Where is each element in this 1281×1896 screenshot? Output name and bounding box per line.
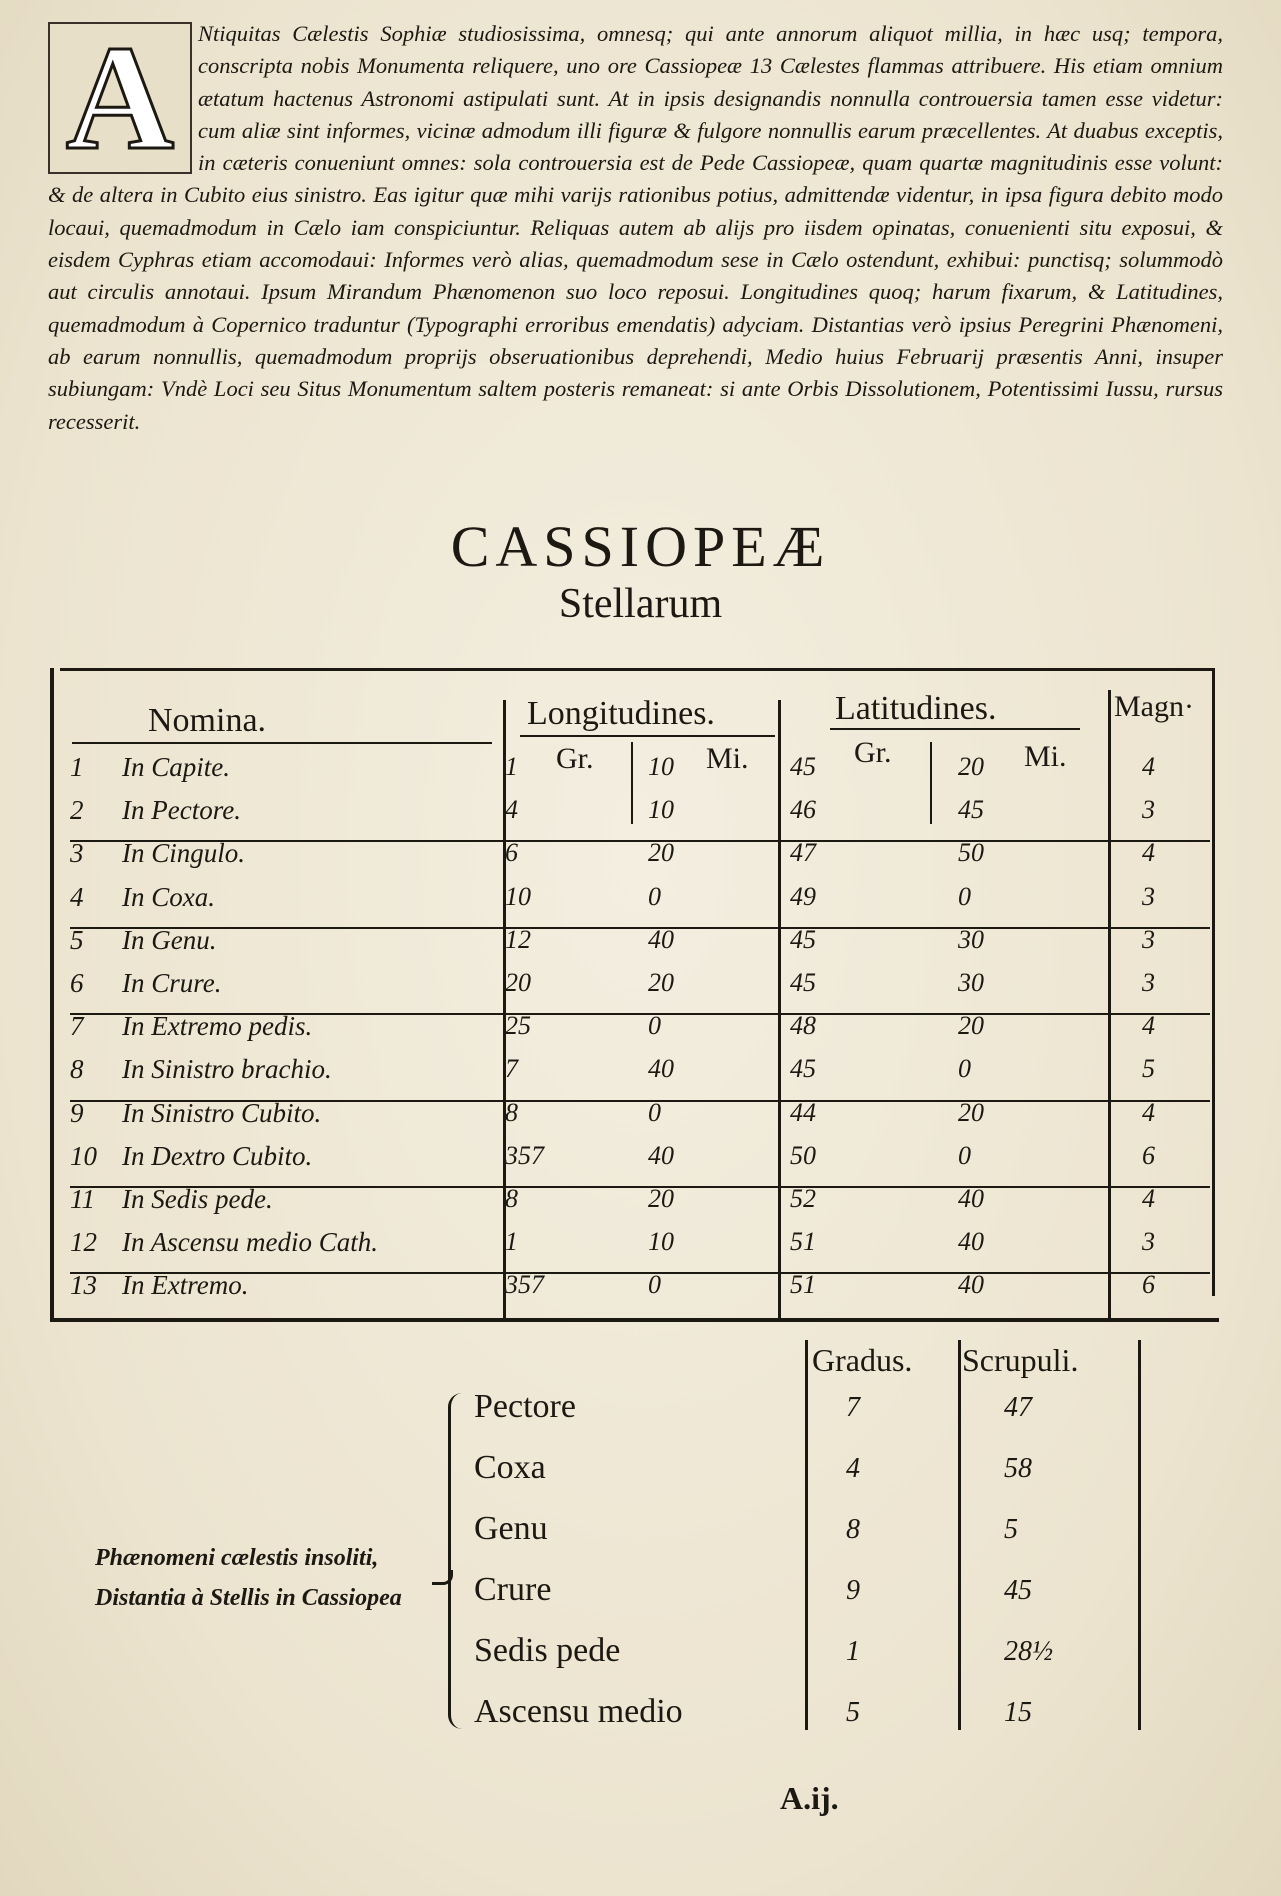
distance-degrees: 9 [846, 1575, 860, 1606]
magnitude: 4 [1142, 1184, 1155, 1213]
star-name: In Coxa. [122, 881, 215, 912]
page-subtitle: Stellarum [558, 581, 723, 627]
column-rule [503, 700, 506, 1318]
star-name: In Capite. [122, 752, 230, 782]
column-rule [1108, 690, 1111, 1318]
row-number: 10 [70, 1140, 97, 1171]
longitude-minutes: 40 [648, 924, 674, 954]
longitude-degrees: 1 [505, 752, 518, 781]
distance-minutes: 58 [1004, 1453, 1032, 1484]
row-number: 7 [70, 1011, 84, 1042]
star-name: In Extremo pedis. [122, 1011, 313, 1042]
longitude-degrees: 12 [505, 924, 531, 954]
star-location: Genu [474, 1510, 548, 1547]
latitude-degrees: 51 [790, 1227, 816, 1257]
latitude-degrees: 45 [790, 924, 816, 954]
longitude-degrees: 25 [505, 1011, 531, 1041]
star-name: In Sedis pede. [122, 1184, 273, 1214]
longitude-minutes: 40 [648, 1054, 674, 1084]
star-name: In Dextro Cubito. [122, 1140, 313, 1171]
longitude-degrees: 7 [505, 1054, 518, 1084]
distance-caption: Phænomeni cælestis insoliti, Distantia à Stellis in Cassiopea [95, 1545, 402, 1611]
latitude-degrees: 44 [790, 1097, 816, 1127]
header-rule [830, 728, 1080, 730]
bracket [448, 1393, 465, 1729]
star-location: Pectore [474, 1388, 576, 1425]
signature-mark: A.ij. [780, 1780, 839, 1816]
row-number: 4 [70, 881, 84, 912]
star-location: Sedis pede [474, 1632, 621, 1669]
distance-minutes: 47 [1004, 1392, 1032, 1423]
latitude-degrees: 46 [790, 795, 816, 825]
row-number: 8 [70, 1054, 84, 1085]
longitude-minutes: 20 [648, 968, 674, 997]
latitude-minutes: 20 [958, 1097, 984, 1127]
column-header-names: Nomina. [148, 702, 267, 739]
magnitude: 5 [1142, 1054, 1155, 1084]
latitude-minutes: 30 [958, 968, 984, 997]
latitude-degrees: 51 [790, 1270, 816, 1300]
longitude-degrees: 8 [505, 1097, 518, 1127]
star-name: In Cingulo. [122, 838, 246, 869]
distance-degrees: 4 [846, 1453, 860, 1484]
magnitude: 4 [1142, 1097, 1155, 1127]
intro-paragraph: Ntiquitas Cælestis Sophiæ studiosissima, omnesq; qui ante annorum aliquot millia, in hæc usq; tempora, conscripta nobis Monumenta reliquere, uno ore Cassiopeæ 13 Cælestes flammas attribuere. His etiam omnium ætatum hactenus Astronomi astipulati sunt. At in ipsis designandis nonnulla controuersia tamen esse videtur: cum aliæ sint informes, vicinæ admodum illi figuræ & fulgore nonnullis earum præcellentes. At duabus exceptis, in cæteris conueniunt omnes: sola controuersia est de Pede Cassiopeæ, quam quartæ magnitudinis esse volunt: & de altera in Cubito eius sinistro. Eas igitur quæ mihi varijs rationibus potius, admittendæ videntur, in ipsa figura debito modo locaui, quemadmodum in Cælo iam conspiciuntur. Reliquas autem ab alijs pro iisdem opinatas, conuenienti situ exposui, & eisdem Cyphras etiam accomodaui: Informes verò alias, quemadmodum sese in Cælo ostendunt, exhibui: punctisq; solummodò aut circulis annotaui. Ipsum Mirandum Phænomenon suo loco reposui. Longitudines quoq; harum fixarum, & Latitudines, quemadmodum à Copernico traduntur (Typographi erroribus emendatis) adyciam. Distantias verò ipsius Peregrini Phænomeni, ab earum nonnullis, quemadmodum proprijs obseruationibus deprehendi, Medio huius Februarij præsentis Anni, insuper subiungam: Vndè Loci seu Situs Monumentum saltem posteris remaneat: si ante Orbis Dissolutionem, Potentissimi Iussu, rursus recesserit. [48, 21, 1223, 434]
row-group-rule [70, 927, 1210, 929]
row-number: 1 [70, 752, 84, 782]
column-header-degrees: Gradus. [812, 1342, 913, 1378]
distance-degrees: 5 [846, 1697, 860, 1728]
magnitude: 3 [1142, 881, 1155, 911]
latitude-minutes: 40 [958, 1227, 984, 1257]
row-number: 3 [70, 838, 84, 869]
column-rule [805, 1340, 808, 1730]
longitude-degrees: 8 [505, 1184, 518, 1213]
column-rule [778, 700, 781, 1318]
row-number: 5 [70, 924, 84, 955]
table-top-rule [60, 668, 1215, 671]
magnitude: 4 [1142, 838, 1155, 868]
latitude-minutes: 40 [958, 1270, 984, 1300]
page-title: CASSIOPEÆ [450, 514, 831, 579]
column-header-magnitude: Magn· [1114, 690, 1194, 723]
column-rule [1138, 1340, 1141, 1730]
distance-degrees: 1 [846, 1636, 860, 1667]
magnitude: 4 [1142, 752, 1155, 781]
header-rule [72, 742, 492, 744]
distance-minutes: 15 [1004, 1697, 1032, 1728]
magnitude: 6 [1142, 1270, 1155, 1300]
longitude-degrees: 6 [505, 838, 518, 868]
initial-letter: A [65, 15, 175, 181]
row-number: 12 [70, 1227, 97, 1258]
magnitude: 4 [1142, 1011, 1155, 1041]
star-name: In Sinistro Cubito. [122, 1097, 322, 1128]
star-location: Ascensu medio [474, 1693, 683, 1730]
star-name: In Crure. [122, 968, 222, 998]
longitude-minutes-label: Mi. [706, 742, 749, 775]
column-header-longitude: Longitudines. [527, 695, 715, 732]
latitude-minutes: 30 [958, 924, 984, 954]
row-number: 2 [70, 795, 84, 826]
magnitude: 3 [1142, 924, 1155, 954]
latitude-minutes: 20 [958, 752, 984, 781]
column-header-minutes: Scrupuli. [962, 1342, 1079, 1378]
longitude-degrees: 1 [505, 1227, 518, 1257]
latitude-minutes: 0 [958, 1054, 971, 1084]
column-rule [958, 1340, 961, 1730]
distance-minutes: 45 [1004, 1575, 1032, 1606]
header-rule [520, 735, 775, 737]
magnitude: 3 [1142, 795, 1155, 825]
star-name: In Sinistro brachio. [122, 1054, 332, 1085]
latitude-degrees: 49 [790, 881, 816, 911]
star-name: In Ascensu medio Cath. [122, 1227, 378, 1258]
latitude-degrees: 45 [790, 752, 816, 781]
column-rule [930, 742, 932, 824]
distance-minutes: 28½ [1004, 1636, 1053, 1667]
row-number: 11 [70, 1184, 95, 1214]
longitude-minutes: 10 [648, 795, 674, 825]
magnitude: 3 [1142, 968, 1155, 997]
latitude-degrees: 48 [790, 1011, 816, 1041]
longitude-minutes: 10 [648, 752, 674, 781]
latitude-degrees: 50 [790, 1140, 816, 1170]
longitude-degrees: 4 [505, 795, 518, 825]
longitude-minutes: 20 [648, 838, 674, 868]
longitude-minutes: 0 [648, 881, 661, 911]
longitude-minutes: 10 [648, 1227, 674, 1257]
row-number: 9 [70, 1097, 84, 1128]
longitude-minutes: 0 [648, 1097, 661, 1127]
row-number: 13 [70, 1270, 97, 1301]
latitude-minutes: 0 [958, 1140, 971, 1170]
column-rule [631, 742, 633, 824]
column-header-latitude: Latitudines. [835, 690, 997, 727]
latitude-minutes: 20 [958, 1011, 984, 1041]
latitude-minutes: 50 [958, 838, 984, 868]
latitude-degrees: 45 [790, 968, 816, 997]
latitude-degrees-label: Gr. [854, 736, 892, 769]
longitude-minutes: 0 [648, 1011, 661, 1041]
latitude-degrees: 45 [790, 1054, 816, 1084]
magnitude: 6 [1142, 1140, 1155, 1170]
longitude-degrees-label: Gr. [556, 742, 594, 775]
longitude-degrees: 10 [505, 881, 531, 911]
star-name: In Genu. [122, 924, 217, 955]
decorated-initial [48, 15, 192, 181]
table-right-rule [1212, 668, 1215, 1296]
star-location: Crure [474, 1571, 552, 1608]
distance-minutes: 5 [1004, 1514, 1018, 1545]
longitude-minutes: 0 [648, 1270, 661, 1300]
star-name: In Pectore. [122, 795, 241, 826]
latitude-degrees: 47 [790, 838, 816, 868]
star-location: Coxa [474, 1449, 546, 1486]
distance-degrees: 8 [846, 1514, 860, 1545]
longitude-degrees: 357 [505, 1140, 544, 1170]
distance-degrees: 7 [846, 1392, 860, 1423]
row-number: 6 [70, 968, 84, 998]
latitude-minutes: 40 [958, 1184, 984, 1213]
longitude-degrees: 20 [505, 968, 531, 997]
latitude-minutes: 45 [958, 795, 984, 825]
longitude-degrees: 357 [505, 1270, 544, 1300]
star-name: In Extremo. [122, 1270, 249, 1301]
longitude-minutes: 20 [648, 1184, 674, 1213]
latitude-degrees: 52 [790, 1184, 816, 1213]
longitude-minutes: 40 [648, 1140, 674, 1170]
latitude-minutes: 0 [958, 881, 971, 911]
latitude-minutes-label: Mi. [1024, 740, 1067, 773]
magnitude: 3 [1142, 1227, 1155, 1257]
